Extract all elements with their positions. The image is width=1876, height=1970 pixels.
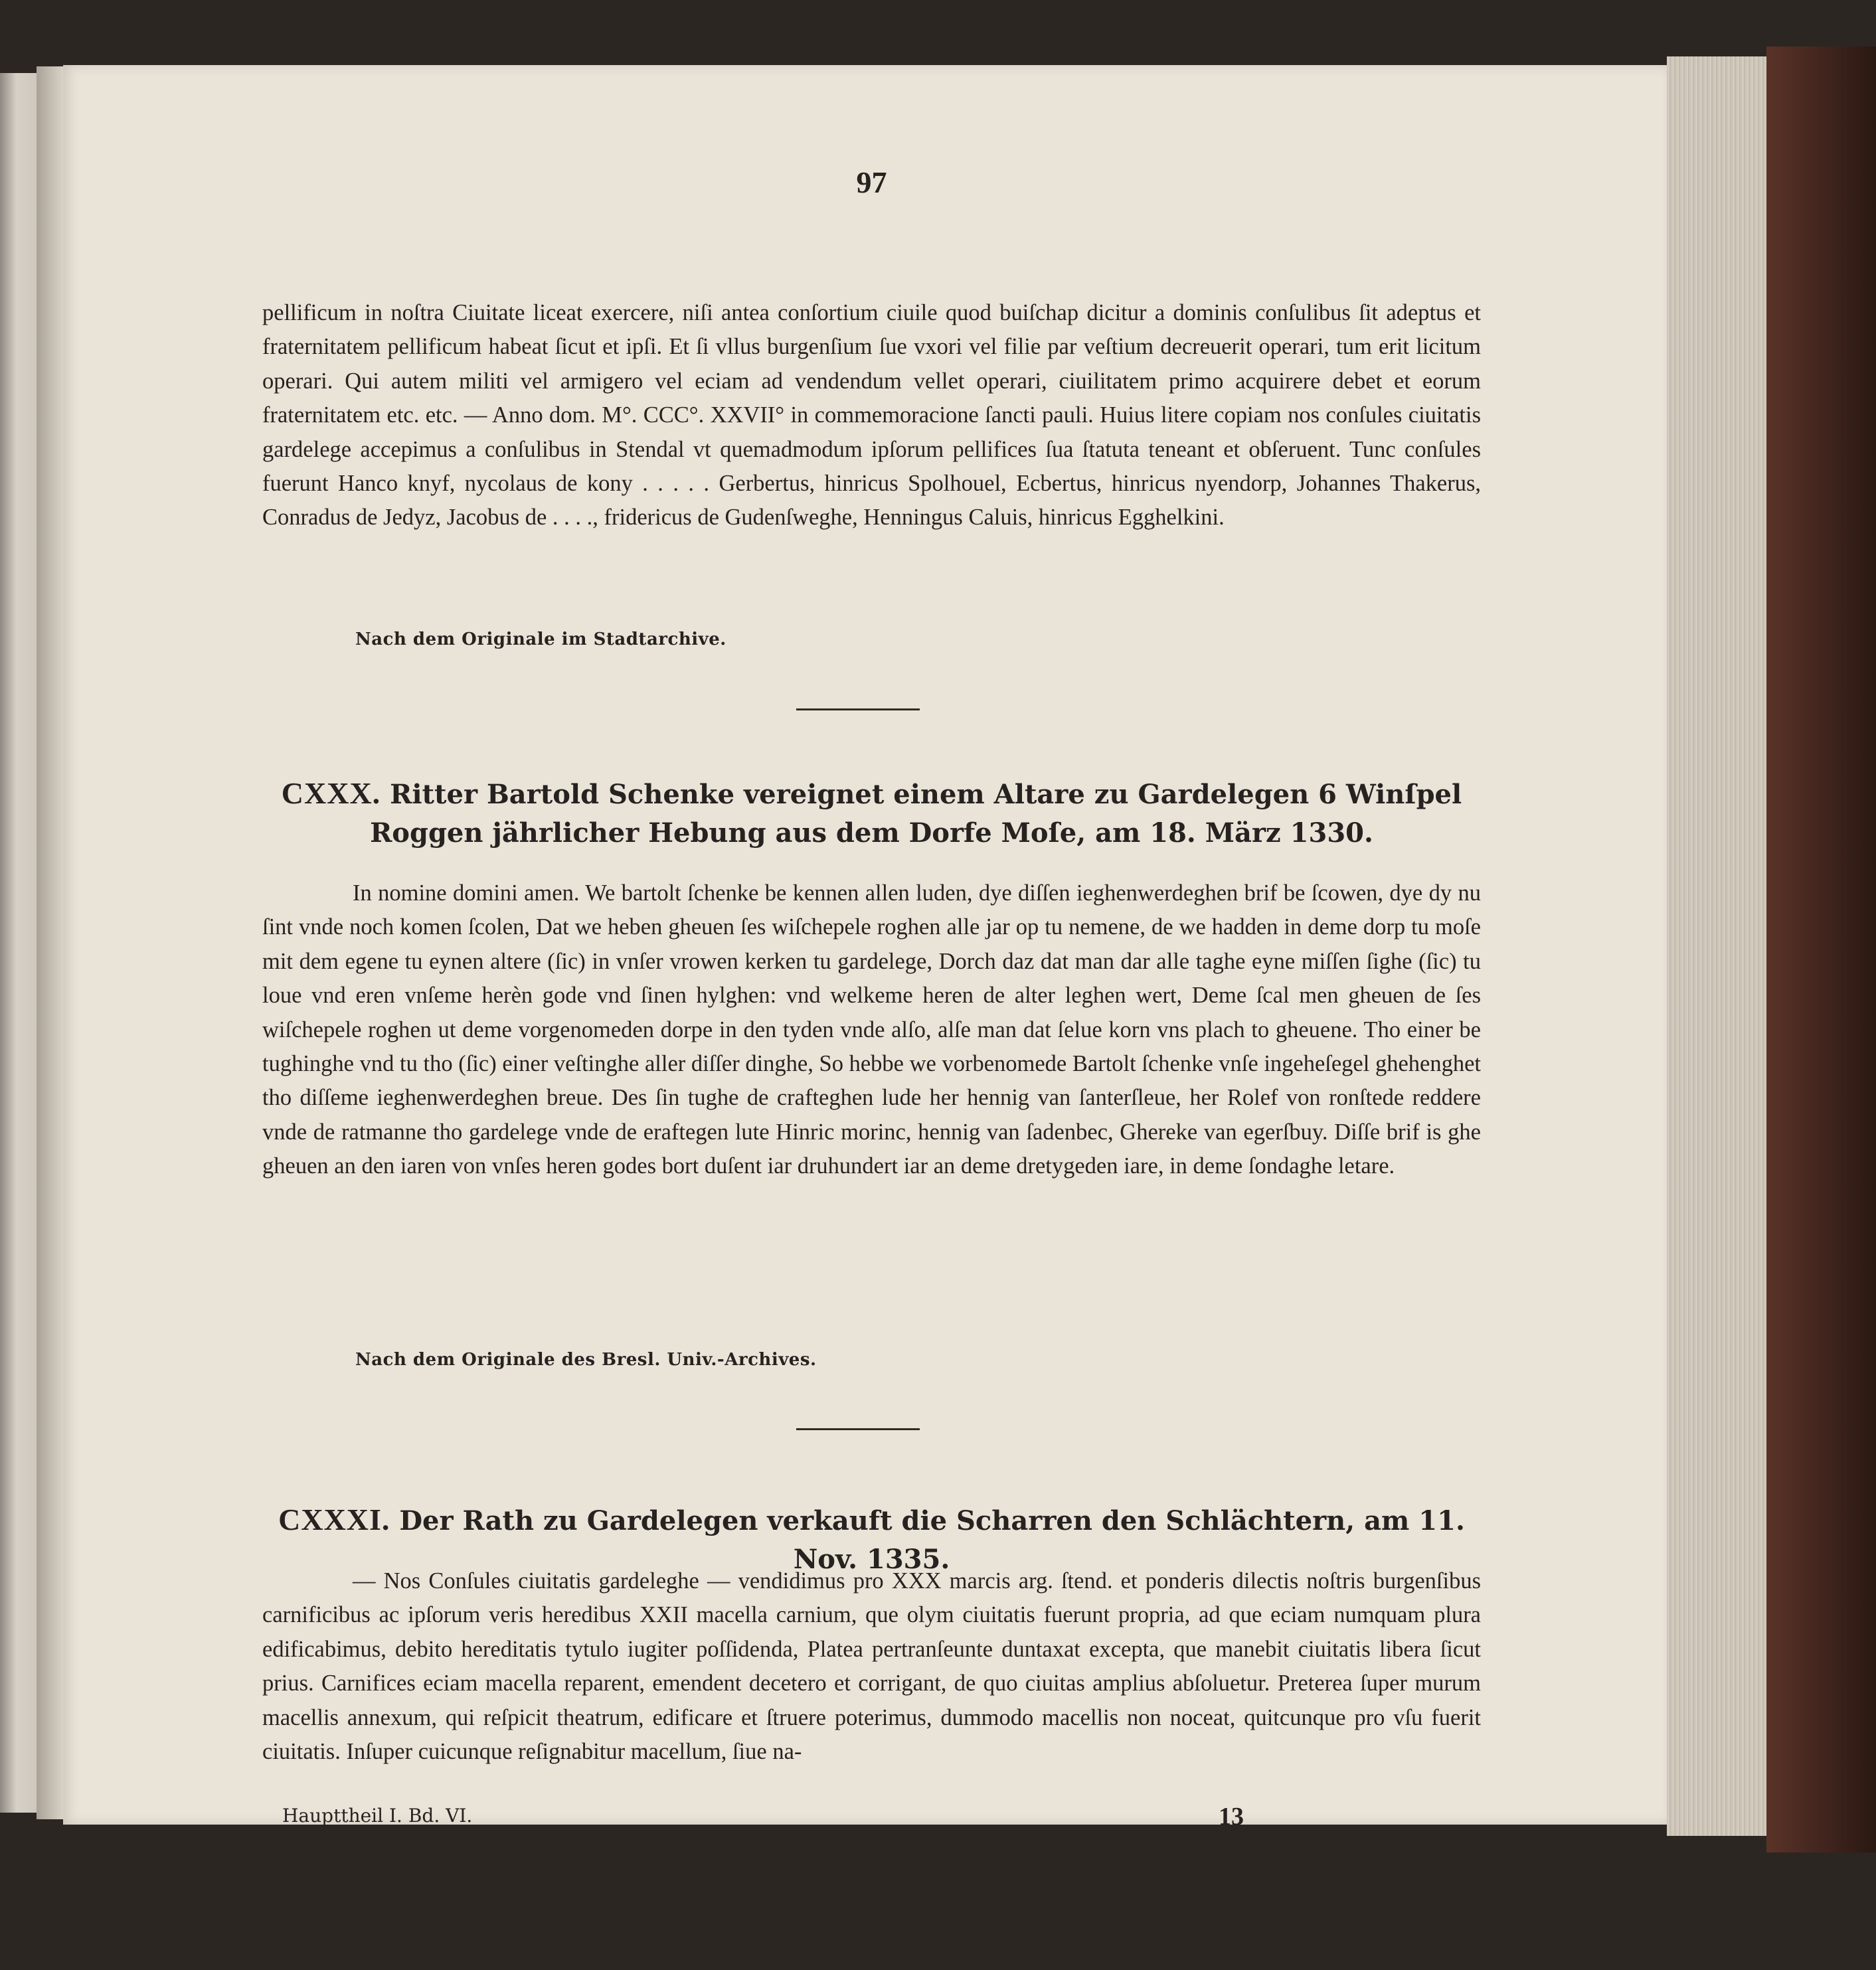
section-divider	[796, 1428, 920, 1430]
document-text-cxxx: In nomine domini amen. We bartolt ſchenke be kennen allen luden, dye diſſen ieghenwerdeghen brif be ſcowen, dye dy nu ſint vnde noch komen ſcolen, Dat we heben gheuen ſes wiſchepele roghen alle jar op tu nemene, de we hadden in deme dorp tu moſe mit dem egene tu eynen altere (ſic) in vnſer vrowen kerken tu gardelege, Dorch daz dat man dar alle taghe eyne miſſen ſighe (ſic) tu loue vnd eren vnſeme herèn gode vnd ſinen hylghen: vnd welkeme heren de alter leghen wert, Deme ſcal men gheuen de ſes wiſchepele roghen ut deme vorgenomeden dorpe in den tyden vnde alſo, alſe man dat ſelue korn vns plach to gheuene. Tho einer be tughinghe vnd tu tho (ſic) einer veſtinghe aller diſſer dinghe, So hebbe we vorbenomede Bartolt ſchenke vnſe ingeheſegel ghehenghet tho diſſeme ieghenwerdeghen breue. Des ſin tughe de crafteghen lude her hennig van ſanterſleue, her Rolef von ronſtede reddere vnde de ratmanne tho gardelege vnde de eraftegen lute Hinric morinc, hennig van ſadenbec, Ghereke van egerſbuy. Diſſe brif is ghe gheuen an den iaren von vnſes heren godes bort duſent iar druhundert iar an deme dretygeden iare, in deme ſondaghe letare.	[262, 880, 1481, 1179]
facing-page-edge	[0, 73, 37, 1813]
source-note: Nach dem Originale im Stadtarchive.	[355, 629, 726, 649]
book-cover	[1766, 46, 1876, 1852]
section-title: Der Rath zu Gardelegen verkauft die Scharren den Schlächtern, am 11. Nov. 1335.	[399, 1505, 1465, 1575]
volume-reference: Haupttheil I. Bd. VI.	[282, 1805, 473, 1827]
page-number: 97	[856, 165, 887, 199]
continued-text: pellificum in noſtra Ciuitate liceat exercere, niſi antea conſortium ciuile quod buiſchap dicitur a dominis conſulibus ſit adeptus et fraternitatem pellificum habeat ſicut et ipſi. Et ſi vllus burgenſium ſue vxori vel filie par veſtium decreuerit operari, tum erit licitum operari. Qui autem militi vel armigero vel eciam ad vendendum vellet operari, ciuilitatem primo acquirere debet et eorum fraternitatem etc. etc. — Anno dom. M°. CCC°. XXVII° in commemoracione ſancti pauli. Huius litere copiam nos conſules ciuitatis gardelege accepimus a conſulibus in Stendal vt quemadmodum ipſorum pellifices ſua ſtatuta teneant et obſeruent. Tunc conſules fuerunt Hanco knyf, nycolaus de kony . . . . . Gerbertus, hinricus Spolhouel, Ecbertus, hinricus nyendorp, Johannes Thakerus, Conradus de Jedyz, Jacobus de . . . ., fridericus de Gudenſweghe, Henningus Caluis, hinricus Egghelkini.	[262, 300, 1481, 531]
signature-mark: 13	[1219, 1803, 1244, 1831]
book-gutter	[37, 66, 63, 1819]
section-divider	[796, 708, 920, 710]
book-page	[63, 65, 1667, 1831]
document-text-cxxxi: — Nos Conſules ciuitatis gardeleghe — vendidimus pro XXX marcis arg. ſtend. et ponderis dilectis noſtris burgenſibus carnificibus ac ipſorum veris heredibus XXII macella carnium, que olym ciuitatis fuerunt propria, ad que eciam numquam plura edificabimus, debito hereditatis tytulo iugiter poſſidenda, Platea pertranſeunte duntaxat excepta, que manebit ciuitatis libera ſicut prius. Carnifices eciam macella reparent, emendent decetero et corrigant, de quo ciuitas amplius abſoluetur. Preterea ſuper murum macellis annexum, qui reſpicit theatrum, edificare et ſtruere poterimus, dummodo macellis non noceat, quitcunque pro vſu fuerit ciuitatis. Inſuper cuicunque reſignabitur macellum, ſiue na-	[262, 1568, 1481, 1765]
section-title: Ritter Bartold Schenke vereignet einem Altare zu Gardelegen 6 Winſpel Roggen jährlicher Hebung aus dem Dorfe Moſe, am 18. März 1330.	[370, 779, 1462, 849]
page-footer	[262, 1805, 1481, 1838]
source-note: Nach dem Originale des Bresl. Univ.-Archives.	[355, 1350, 817, 1370]
page-content	[262, 65, 1481, 1831]
page-block-edges	[1667, 56, 1766, 1836]
section-number: CXXX.	[281, 776, 381, 810]
section-heading-cxxx	[262, 774, 1481, 853]
section-number: CXXXI.	[278, 1503, 390, 1536]
